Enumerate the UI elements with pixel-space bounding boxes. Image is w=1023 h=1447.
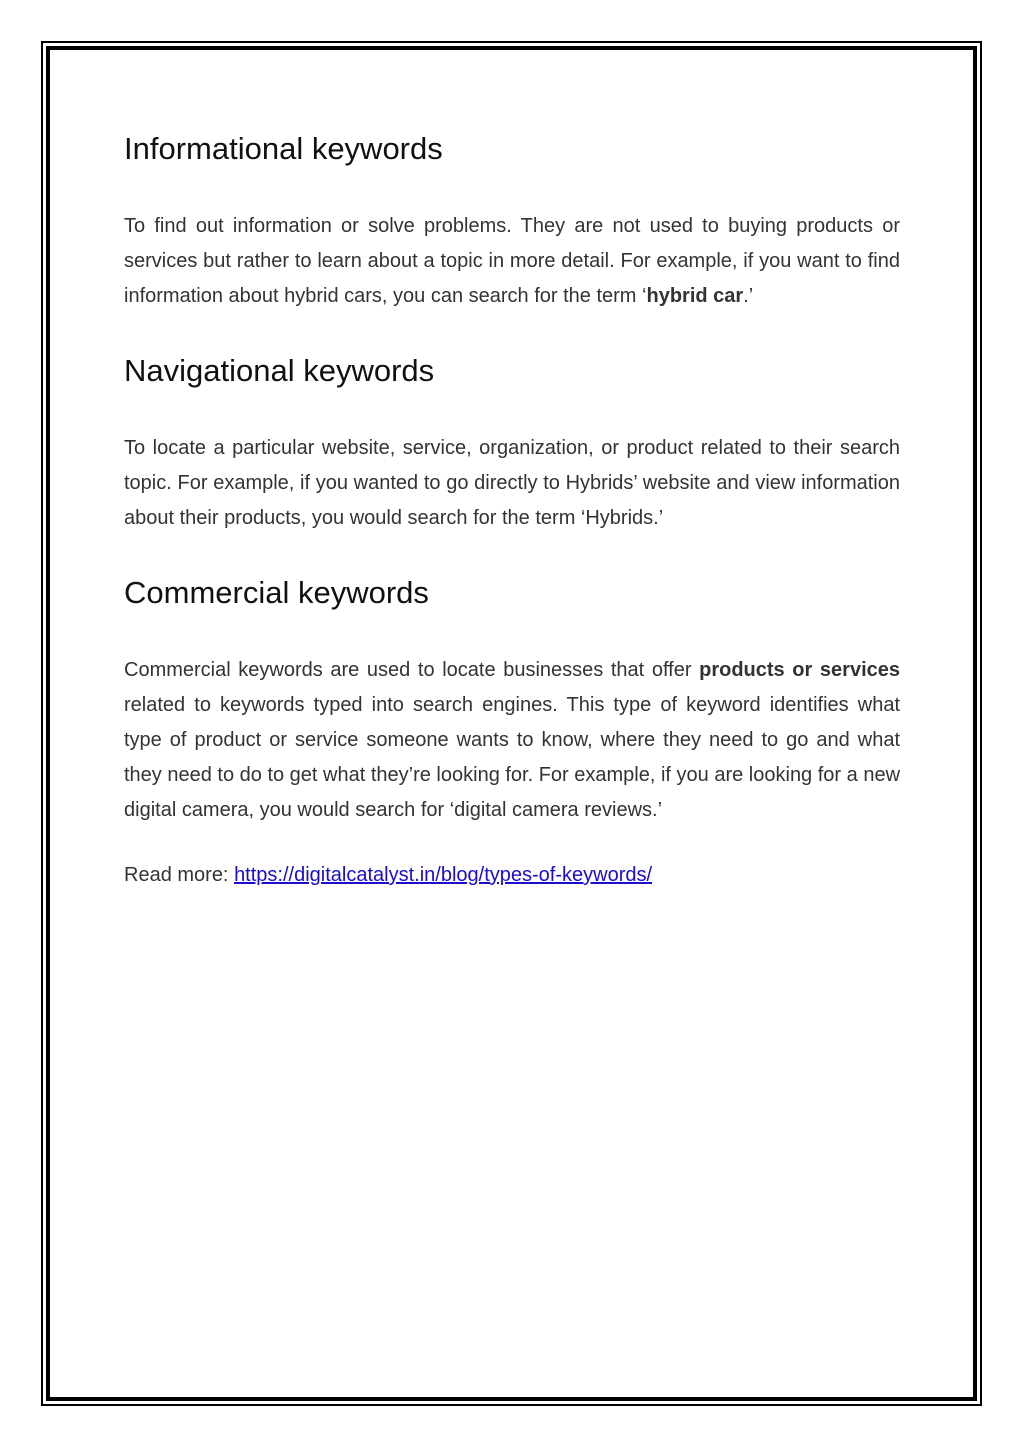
heading-navigational-keywords: Navigational keywords — [124, 353, 435, 388]
document-content — [124, 122, 900, 893]
read-more-line — [124, 858, 900, 893]
paragraph-commercial-keywords — [124, 653, 900, 828]
paragraph-text: .’ — [743, 285, 754, 307]
bold-term-products-or-services: products or services — [699, 659, 900, 681]
read-more-label: Read more: — [124, 864, 235, 886]
paragraph-informational-keywords — [124, 209, 900, 314]
paragraph-navigational-keywords: To locate a particular website, service, organization, or product related to their search topic. For example, if you wanted to go directly to Hybrids’ website and view information about their products, you would search for the term ‘Hybrids.’ — [124, 437, 900, 529]
heading-informational-keywords: Informational keywords — [124, 131, 443, 166]
paragraph-text: related to keywords typed into search engines. This type of keyword identifies what type of product or service someone wants to know, where they need to go and what they need to do to get what they’re looking for. For example, if you are looking for a new digital camera, you would search for ‘digital camera reviews.’ — [124, 694, 901, 821]
bold-term-hybrid-car: hybrid car — [646, 285, 744, 307]
paragraph-text: Commercial keywords are used to locate businesses that offer — [124, 659, 700, 681]
paragraph-text: To find out information or solve problems. They are not used to buying products or services but rather to learn about a topic in more detail. For example, if you want to find information about hybrid cars, you can search for the term ‘ — [124, 215, 900, 307]
heading-commercial-keywords: Commercial keywords — [124, 575, 429, 610]
read-more-link[interactable]: https://digitalcatalyst.in/blog/types-of-keywords/ — [234, 864, 653, 886]
